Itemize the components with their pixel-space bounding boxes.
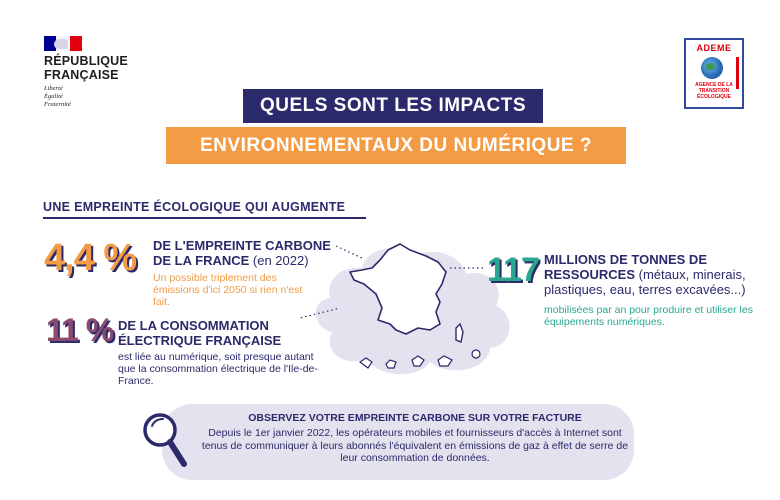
invoice-box-title: OBSERVEZ VOTRE EMPREINTE CARBONE SUR VOTRE FACTURE	[248, 412, 582, 424]
republique-francaise-logo	[44, 36, 164, 109]
title-line1: QUELS SONT LES IMPACTS	[243, 89, 543, 123]
stat-resources-heading: MILLIONS DE TONNES DE RESSOURCES (métaux, minerais, plastiques, eau, terres excavées...)	[544, 252, 746, 297]
overseas-island-5	[472, 350, 480, 358]
ademe-name: ADEME	[696, 43, 732, 53]
title-line2: ENVIRONNEMENTAUX DU NUMÉRIQUE ?	[166, 127, 626, 164]
stat-electricity-heading: DE LA CONSOMMATION ÉLECTRIQUE FRANÇAISE	[118, 318, 282, 348]
ademe-subtitle: AGENCE DE LA TRANSITION ÉCOLOGIQUE	[695, 82, 733, 100]
ademe-logo	[684, 38, 744, 109]
stat-electricity-detail: est liée au numérique, soit presque autant que la consommation électrique de l'Ile-de-France.	[118, 351, 318, 387]
rf-motto: Liberté Égalité Fraternité	[44, 85, 71, 108]
magnifier-icon	[138, 408, 188, 470]
rf-name-line2: FRANÇAISE	[44, 68, 119, 82]
rf-name-line1: RÉPUBLIQUE	[44, 54, 128, 68]
stat-resources-detail: mobilisées par an pour produire et utiliser les équipements numériques.	[544, 304, 753, 328]
invoice-box-text: Depuis le 1er janvier 2022, les opérateurs mobiles et fournisseurs d'accès à Internet sont tenus de communiquer à leurs abonnés l'équivalent en émissions de gaz à effet de serre de leur consommation de données.	[201, 427, 629, 464]
stat-carbon-value: 4,4 %	[44, 237, 137, 279]
globe-icon	[701, 57, 723, 79]
marianne-flag-icon	[44, 36, 82, 51]
stat-resources-value: 117	[487, 251, 539, 289]
stat-carbon-detail: Un possible triplement des émissions d'ici 2050 si rien n'est fait.	[153, 272, 303, 308]
stat-carbon-heading: DE L'EMPREINTE CARBONE DE LA FRANCE (en 2022)	[153, 238, 331, 268]
section-heading: UNE EMPREINTE ÉCOLOGIQUE QUI AUGMENTE	[43, 200, 366, 219]
stat-electricity-value: 11 %	[46, 312, 114, 348]
